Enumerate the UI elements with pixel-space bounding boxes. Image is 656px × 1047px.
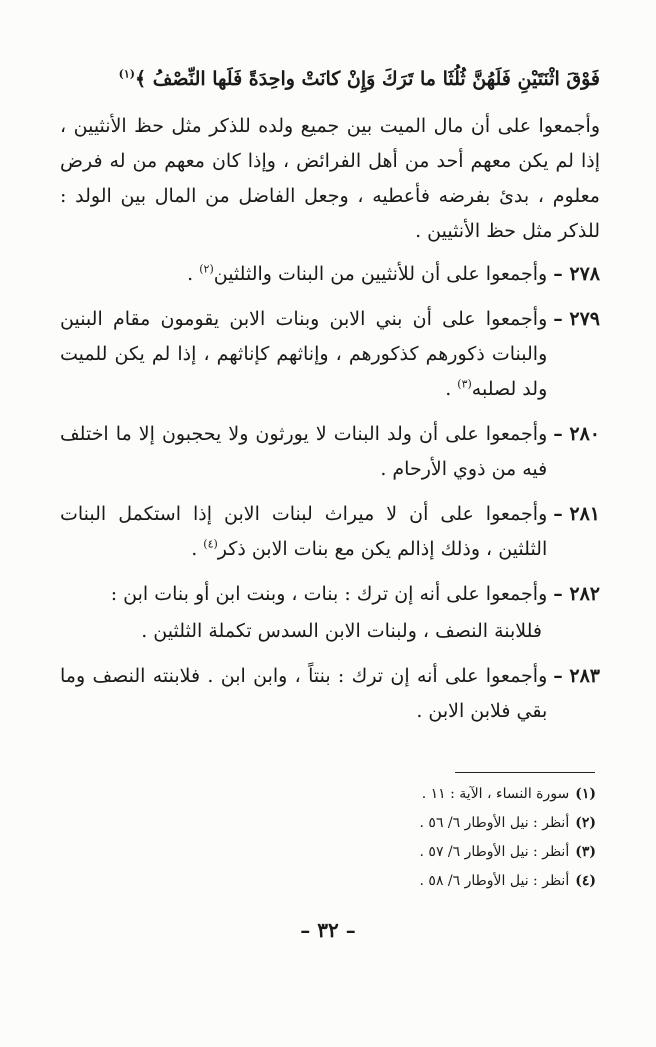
article-283 [60, 659, 600, 729]
article-282 [60, 577, 600, 649]
article-number: ٢٧٩ – [553, 308, 600, 330]
article-text: وأجمعوا على أن ولد البنات لا يورثون ولا يحجبون إلا ما اختلف فيه من ذوي الأرحام . [60, 423, 548, 480]
footnote: (١)سورة النساء ، الآية : ١١ . [421, 786, 596, 802]
quote-text: فَوْقَ اثْنَتَيْنِ فَلَهُنَّ ثُلُثَا ما تَرَكَ وَإِنْ كانَتْ واحِدَةً فَلَها النِّصْفُ ﴾ [134, 68, 600, 90]
article-number: ٢٨٢ – [553, 583, 600, 605]
article-280 [60, 417, 600, 487]
article-text: وأجمعوا على أنه إن ترك : بنتاً ، وابن ابن . فلابنته النصف وما بقي فلابن الابن . [60, 665, 548, 722]
footnote-ref-1: (١) [118, 67, 135, 81]
article-text: وأجمعوا على أنه إن ترك : بنات ، وبنت ابن أو بنات ابن : [110, 583, 548, 605]
footnote-ref-3: (٣) [457, 377, 472, 391]
quran-quote [60, 62, 600, 97]
article-number: ٢٨١ – [553, 503, 600, 525]
article-279 [60, 302, 600, 407]
article-text: وأجمعوا على أن بني الابن وبنات الابن يقومون مقام البنين والبنات ذكورهم كذكورهم ، وإناثهم كإناثهم ، إذا لم يكن للميت ولد لصلبه$^{(٣)}$ . [60, 308, 548, 400]
article-subtext: فللابنة النصف ، ولبنات الابن السدس تكملة الثلثين . [141, 620, 542, 642]
article-278 [60, 257, 600, 292]
intro-paragraph: وأجمعوا على أن مال الميت بين جميع ولده للذكر مثل حظ الأنثيين ، إذا لم يكن معهم أحد من أهل الفرائض ، وإذا كان معهم من له فرض معلوم ، بدئ بفرضه فأعطيه ، وجعل الفاضل من المال بين الولد : للذكر مثل حظ الأنثيين . [60, 115, 600, 242]
footnotes [196, 780, 596, 896]
article-text: وأجمعوا على أن لا ميراث لبنات الابن إذا استكمل البنات الثلثين ، وذلك إذالم يكن مع بنات الابن ذكر$^{(٤)}$ . [60, 503, 548, 560]
page-number: – ٣٢ – [300, 918, 356, 942]
article-number: ٢٨٠ – [553, 423, 600, 445]
footnote-ref-4: (٤) [203, 537, 218, 551]
article-281 [60, 497, 600, 567]
footnote: (٤)أنظر : نيل الأوطار ٦/ ٥٨ . [419, 873, 596, 889]
article-number: ٢٧٨ – [553, 263, 600, 285]
article-text: وأجمعوا على أن للأنثيين من البنات والثلثين$^{(٢)}$ . [187, 262, 548, 285]
footnote-ref-2: (٢) [199, 262, 214, 276]
article-number: ٢٨٣ – [553, 665, 600, 687]
page-body [60, 62, 600, 739]
footnote: (٢)أنظر : نيل الأوطار ٦/ ٥٦ . [419, 815, 596, 831]
footnote-divider [455, 772, 595, 773]
footnote: (٣)أنظر : نيل الأوطار ٦/ ٥٧ . [419, 844, 596, 860]
